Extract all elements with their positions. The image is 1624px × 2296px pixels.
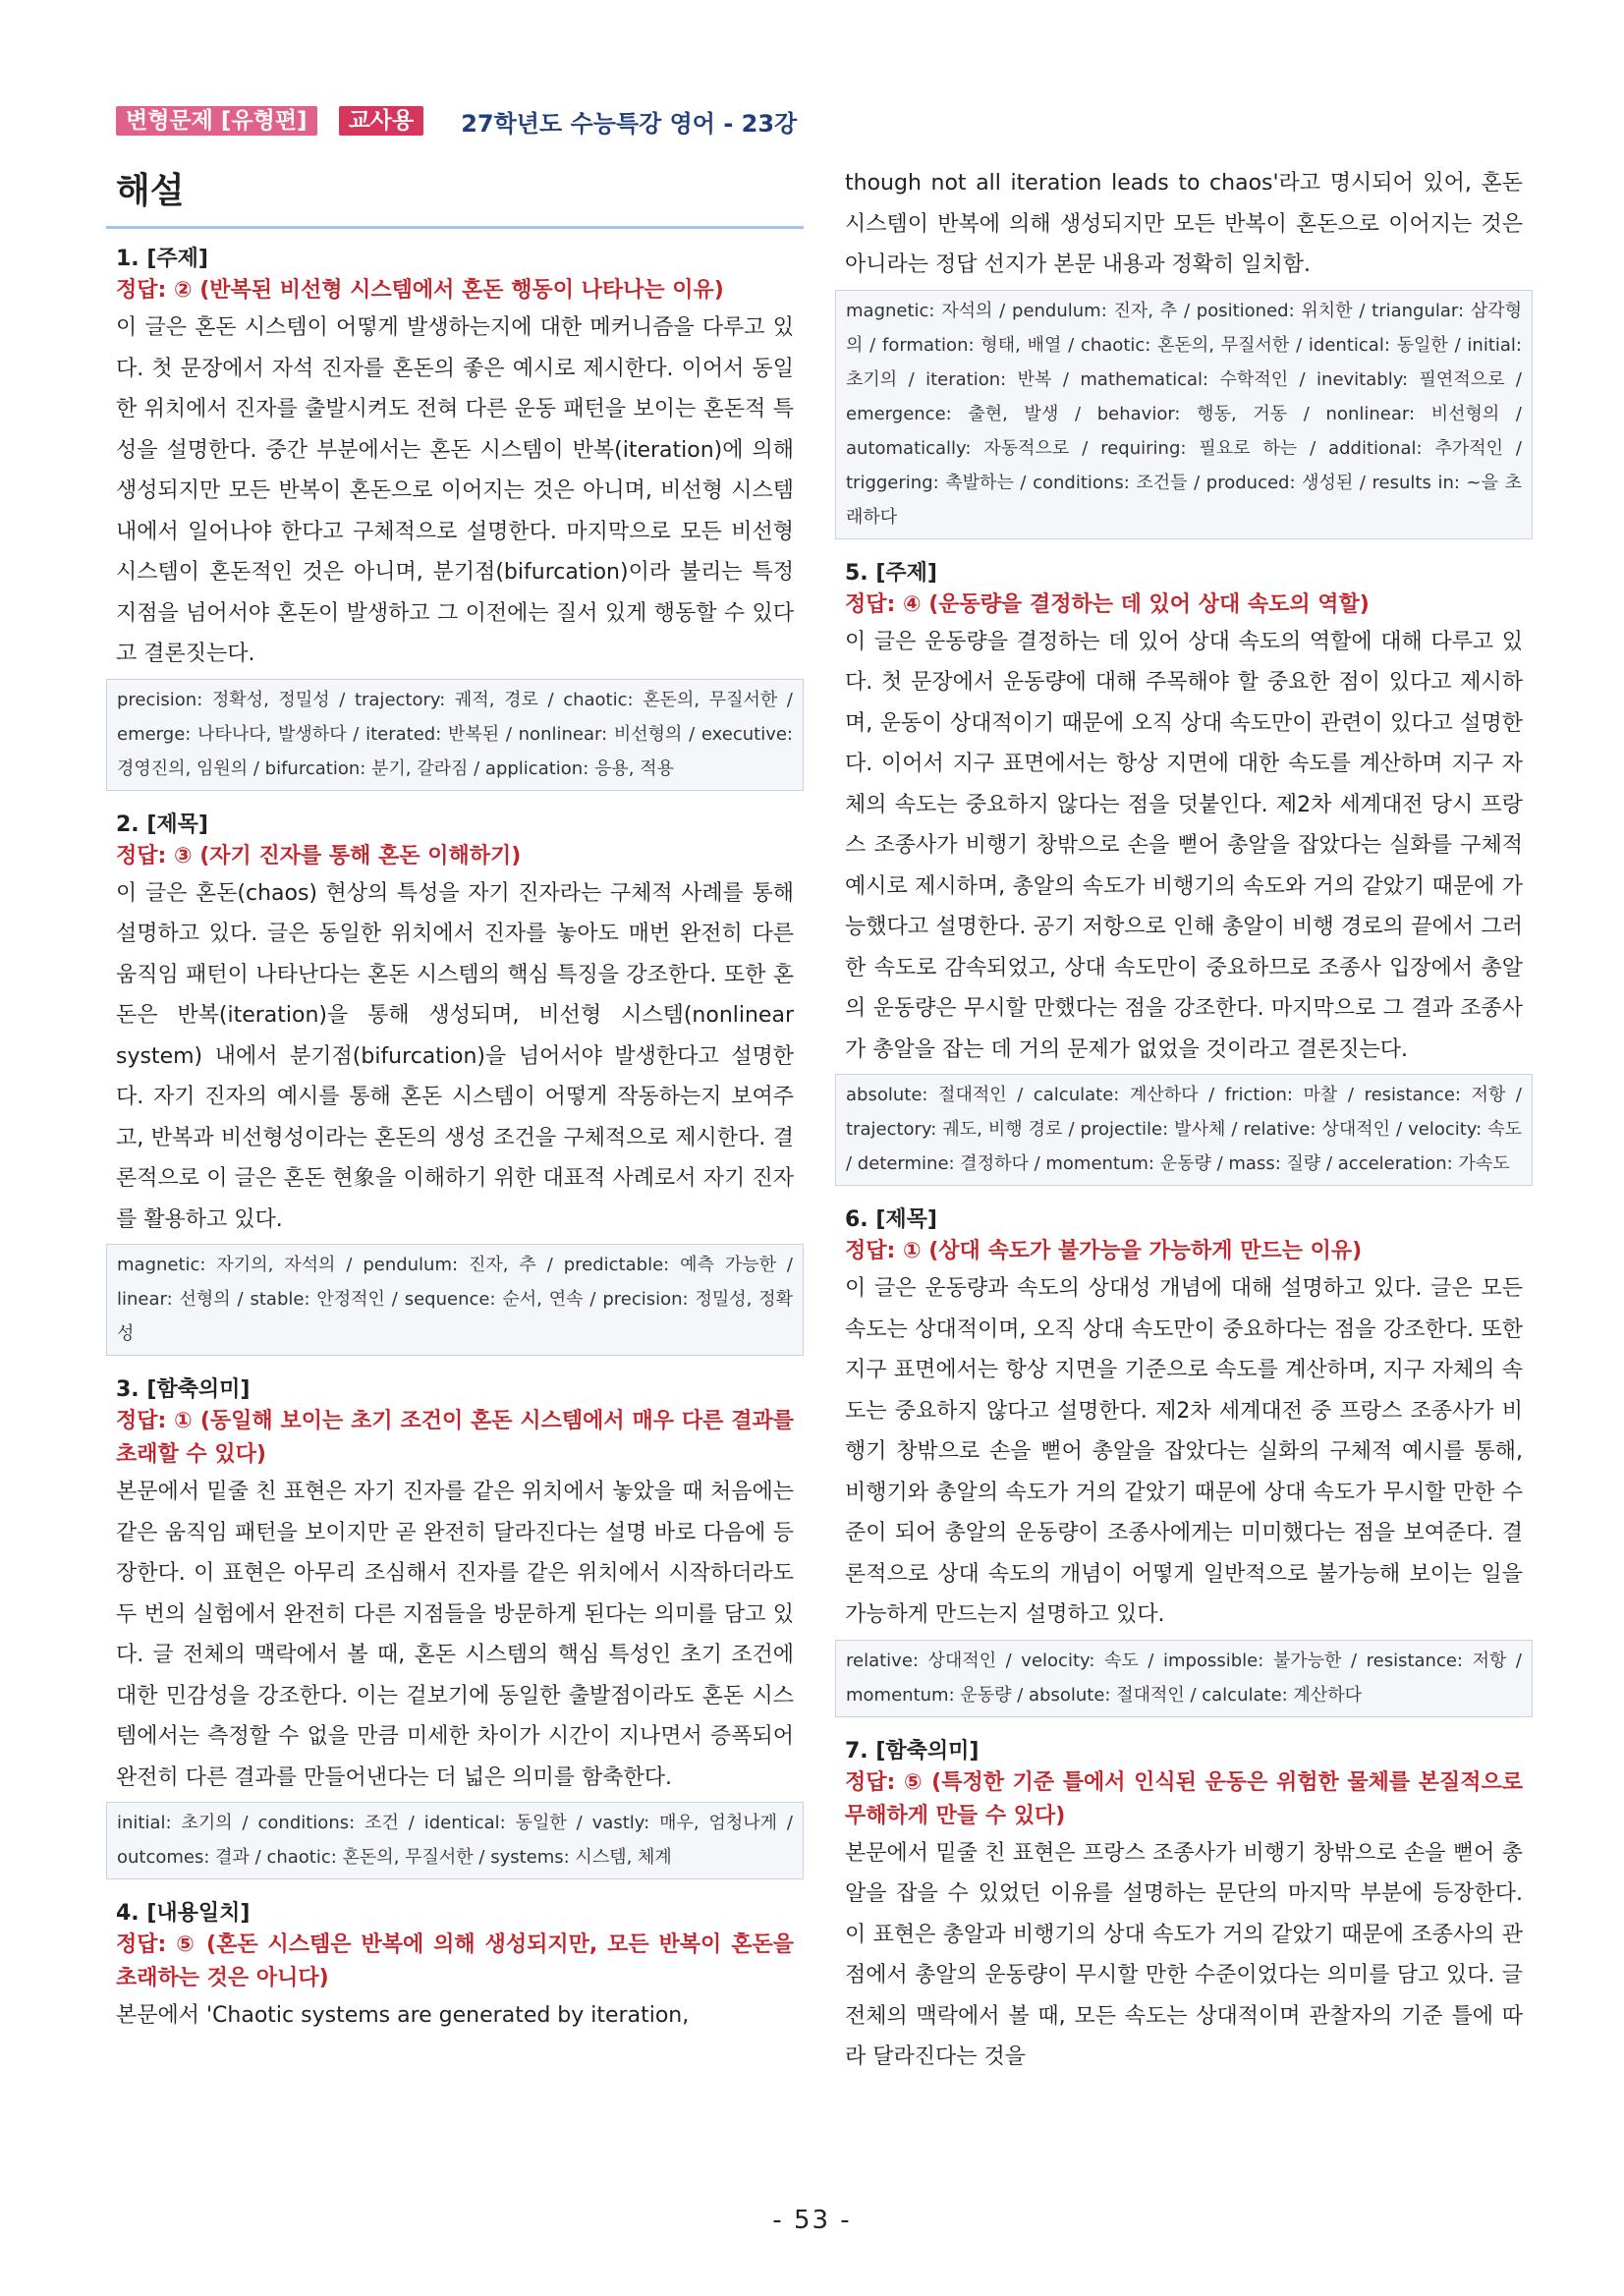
section-3-title: 3. [함축의미] <box>116 1377 251 1402</box>
section-4-body-continued: though not all iteration leads to chaos'라고 명시되어 있어, 혼돈 시스템이 반복에 의해 생성되지만 모든 반복이 혼돈으로 이어지는 것은 아니라는 정답 선지가 본문 내용과 정확히 일치함. <box>845 171 1523 277</box>
section-6-title: 6. [제목] <box>845 1207 937 1232</box>
section-3-answer: 정답: ① (동일해 보이는 초기 조건이 혼돈 시스템에서 매우 다른 결과를 초래할 수 있다) <box>116 1409 794 1467</box>
section-1-answer: 정답: ② (반복된 비선형 시스템에서 혼돈 행동이 나타나는 이유) <box>116 278 724 303</box>
header-title: 27학년도 수능특강 영어 - 23강 <box>461 109 798 138</box>
section-5-title: 5. [주제] <box>845 560 937 586</box>
section-1-vocab: precision: 정확성, 정밀성 / trajectory: 궤적, 경로 / chaotic: 혼돈의, 무질서한 / emerge: 나타나다, 발생하다 / iterated: 반복된 / nonlinear: 비선형의 / executive: 경영진의, 임원의 / bifurcation: 분기, 갈라짐 / application: 응용, 적용 <box>106 679 804 791</box>
section-3-body: 본문에서 밑줄 친 표현은 자기 진자를 같은 위치에서 놓았을 때 처음에는 같은 움직임 패턴을 보이지만 곧 완전히 달라진다는 설명 바로 다음에 등장한다. 이 표현은 아무리 조심해서 진자를 같은 위치에서 시작하더라도 두 번의 실험에서 완전히 다른 지점들을 방문하게 된다는 의미를 담고 있다. 글 전체의 맥락에서 볼 때, 혼돈 시스템의 핵심 특성인 초기 조건에 대한 민감성을 강조한다. 이는 겉보기에 동일한 출발점이라도 혼돈 시스템에서는 측정할 수 없을 만큼 미세한 차이가 시간이 지나면서 증폭되어 완전히 다른 결과를 만들어낸다는 더 넓은 의미를 함축한다. <box>116 1480 794 1790</box>
section-2-body: 이 글은 혼돈(chaos) 현상의 특성을 자기 진자라는 구체적 사례를 통해 설명하고 있다. 글은 동일한 위치에서 진자를 놓아도 매번 완전히 다른 움직임 패턴이 나타난다는 혼돈 시스템의 핵심 특징을 강조한다. 또한 혼돈은 반복(iteration)을 통해 생성되며, 비선형 시스템(nonlinear system) 내에서 분기점(bifurcation)을 넘어서야 발생한다고 설명한다. 자기 진자의 예시를 통해 혼돈 시스템이 어떻게 작동하는지 보여주고, 반복과 비선형성이라는 혼돈의 생성 조건을 구체적으로 제시한다. 결론적으로 이 글은 혼돈 현象을 이해하기 위한 대표적 사례로서 자기 진자를 활용하고 있다. <box>116 880 794 1232</box>
teacher-tag: 교사용 <box>339 106 424 136</box>
page-title: 해설 <box>116 171 185 211</box>
section-2-title: 2. [제목] <box>116 812 208 837</box>
title-divider <box>106 226 804 229</box>
section-7-title: 7. [함축의미] <box>845 1738 980 1764</box>
page-header <box>116 104 797 138</box>
section-7-answer: 정답: ⑤ (특정한 기준 틀에서 인식된 운동은 위험한 물체를 본질적으로 무해하게 만들 수 있다) <box>845 1769 1523 1828</box>
section-4-title: 4. [내용일치] <box>116 1901 251 1926</box>
section-3-vocab: initial: 초기의 / conditions: 조건 / identical: 동일한 / vastly: 매우, 엄청나게 / outcomes: 결과 / chaotic: 혼돈의, 무질서한 / systems: 시스템, 체계 <box>106 1802 804 1879</box>
section-6-answer: 정답: ① (상대 속도가 불가능을 가능하게 만드는 이유) <box>845 1239 1363 1263</box>
right-column <box>845 163 1523 2078</box>
left-column <box>116 163 794 2037</box>
section-4-answer: 정답: ⑤ (혼돈 시스템은 반복에 의해 생성되지만, 모든 반복이 혼돈을 초래하는 것은 아니다) <box>116 1932 794 1990</box>
section-4-body-start: 본문에서 'Chaotic systems are generated by iteration, <box>116 2003 690 2028</box>
section-1-title: 1. [주제] <box>116 247 208 271</box>
section-5-answer: 정답: ④ (운동량을 결정하는 데 있어 상대 속도의 역할) <box>845 591 1370 617</box>
section-1-body: 이 글은 혼돈 시스템이 어떻게 발생하는지에 대한 메커니즘을 다루고 있다. 첫 문장에서 자석 진자를 혼돈의 좋은 예시로 제시한다. 이어서 동일한 위치에서 진자를 출발시켜도 전혀 다른 운동 패턴을 보이는 혼돈적 특성을 설명한다. 중간 부분에서는 혼돈 시스템이 반복(iteration)에 의해 생성되지만 모든 반복이 혼돈으로 이어지는 것은 아니며, 비선형 시스템 내에서 일어나야 한다고 구체적으로 설명한다. 마지막으로 모든 비선형 시스템이 혼돈적인 것은 아니며, 분기점(bifurcation)이라 불리는 특정 지점을 넘어서야 혼돈이 발생하고 그 이전에는 질서 있게 행동할 수 있다고 결론짓는다. <box>116 315 794 666</box>
section-6-body: 이 글은 운동량과 속도의 상대성 개념에 대해 설명하고 있다. 글은 모든 속도는 상대적이며, 오직 상대 속도만이 중요하다는 점을 강조한다. 또한 지구 표면에서는 항상 지면을 기준으로 속도를 계산하며, 지구 자체의 속도는 중요하지 않다고 설명한다. 제2차 세계대전 중 프랑스 조종사가 비행기 창밖으로 손을 뻗어 총알을 잡았다는 실화의 구체적 예시를 통해, 비행기와 총알의 속도가 거의 같았기 때문에 상대 속도가 무시할 만한 수준이 되어 총알의 운동량이 조종사에게는 미미했다는 점을 보여준다. 결론적으로 상대 속도의 개념이 어떻게 일반적으로 불가능해 보이는 일을 가능하게 만드는지 설명하고 있다. <box>845 1276 1523 1627</box>
section-4-vocab: magnetic: 자석의 / pendulum: 진자, 추 / positioned: 위치한 / triangular: 삼각형의 / formation: 형태, 배열 / chaotic: 혼돈의, 무질서한 / identical: 동일한 / initial: 초기의 / iteration: 반복 / mathematical: 수학적인 / inevitably: 필연적으로 / emergence: 출현, 발생 / behavior: 행동, 거동 / nonlinear: 비선형의 / automatically: 자동적으로 / requiring: 필요로 하는 / additional: 추가적인 / triggering: 촉발하는 / conditions: 조건들 / produced: 생성된 / results in: ~을 초래하다 <box>835 290 1533 539</box>
section-7-body: 본문에서 밑줄 친 표현은 프랑스 조종사가 비행기 창밖으로 손을 뻗어 총알을 잡을 수 있었던 이유를 설명하는 문단의 마지막 부분에 등장한다. 이 표현은 총알과 비행기의 상대 속도가 거의 같았기 때문에 조종사의 관점에서 총알의 운동량이 무시할 만한 수준이었다는 의미를 담고 있다. 글 전체의 맥락에서 볼 때, 모든 속도는 상대적이며 관찰자의 기준 틀에 따라 달라진다는 것을 <box>845 1840 1523 2069</box>
section-6-vocab: relative: 상대적인 / velocity: 속도 / impossible: 불가능한 / resistance: 저항 / momentum: 운동량 / absolute: 절대적인 / calculate: 계산하다 <box>835 1640 1533 1717</box>
section-2-answer: 정답: ③ (자기 진자를 통해 혼돈 이해하기) <box>116 843 522 868</box>
page-number: - 53 - <box>772 2206 852 2235</box>
section-5-vocab: absolute: 절대적인 / calculate: 계산하다 / friction: 마찰 / resistance: 저항 / trajectory: 궤도, 비행 경로 / projectile: 발사체 / relative: 상대적인 / velocity: 속도 / determine: 결정하다 / momentum: 운동량 / mass: 질량 / acceleration: 가속도 <box>835 1074 1533 1186</box>
variant-tag: 변형문제 [유형편] <box>116 106 317 136</box>
section-2-vocab: magnetic: 자기의, 자석의 / pendulum: 진자, 추 / predictable: 예측 가능한 / linear: 선형의 / stable: 안정적인 / sequence: 순서, 연속 / precision: 정밀성, 정확성 <box>106 1244 804 1356</box>
section-5-body: 이 글은 운동량을 결정하는 데 있어 상대 속도의 역할에 대해 다루고 있다. 첫 문장에서 운동량에 대해 주목해야 할 중요한 점이 있다고 제시하며, 운동이 상대적이기 때문에 오직 상대 속도만이 관련이 있다고 설명한다. 이어서 지구 표면에서는 항상 지면에 대한 속도를 계산하며 지구 자체의 속도는 중요하지 않다는 점을 덧붙인다. 제2차 세계대전 당시 프랑스 조종사가 비행기 창밖으로 손을 뻗어 총알을 잡았다는 실화를 구체적 예시로 제시하며, 총알의 속도가 비행기의 속도와 거의 같았기 때문에 가능했다고 설명한다. 공기 저항으로 인해 총알이 비행 경로의 끝에서 그러한 속도로 감속되었고, 상대 속도만이 중요하므로 조종사 입장에서 총알의 운동량은 무시할 만했다는 점을 강조한다. 마지막으로 그 결과 조종사가 총알을 잡는 데 거의 문제가 없었을 것이라고 결론짓는다. <box>845 629 1523 1062</box>
